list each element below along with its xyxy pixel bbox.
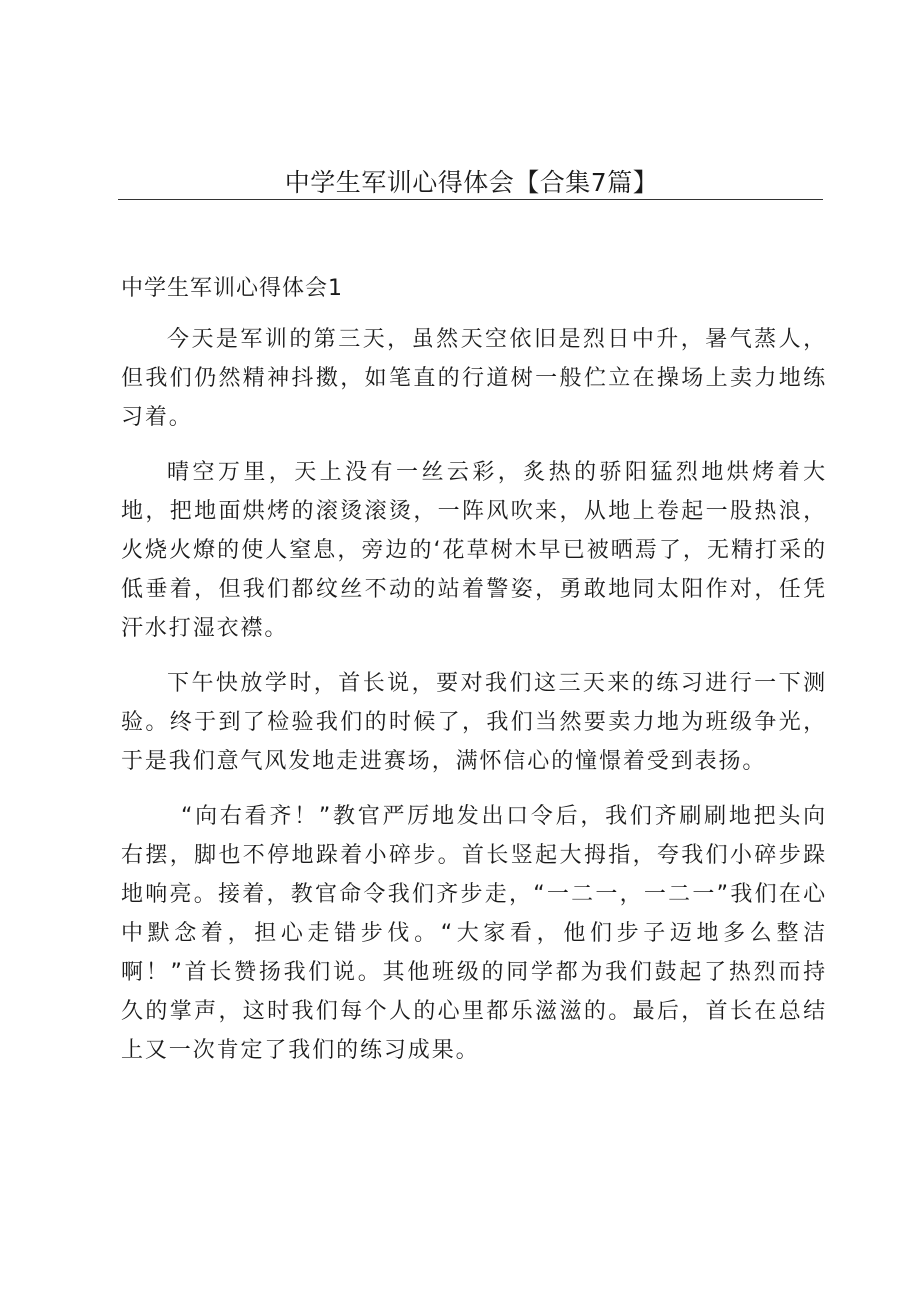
title-underline xyxy=(118,199,823,200)
paragraph: 今天是军训的第三天，虽然天空依旧是烈日中升，暑气蒸人，但我们仍然精神抖擞，如笔直的行道树一般伫立在操场上卖力地练习着。 xyxy=(121,327,827,430)
paragraph: “向右看齐！”教官严厉地发出口令后，我们齐刷刷地把头向右摆，脚也不停地跺着小碎步。首长竖起大拇指，夸我们小碎步跺地响亮。接着，教官命令我们齐步走，“一二一，一二一”我们在心中默念着，担心走错步伐。“大家看，他们步子迈地多么整洁啊！”首长赞扬我们说。其他班级的同学都为我们鼓起了热烈而持久的掌声，这时我们每个人的心里都乐滋滋的。最后，首长在总结上又一次肯定了我们的练习成果。 xyxy=(121,804,827,1063)
body-text xyxy=(121,320,827,1086)
section-heading: 中学生军训心得体会1 xyxy=(121,276,343,301)
paragraph: 下午快放学时，首长说，要对我们这三天来的练习进行一下测验。终于到了检验我们的时候了，我们当然要卖力地为班级争光，于是我们意气风发地走进赛场，满怀信心的憧憬着受到表扬。 xyxy=(121,671,827,774)
paragraph: 晴空万里，天上没有一丝云彩，炙热的骄阳猛烈地烘烤着大地，把地面烘烤的滚烫滚烫，一阵风吹来，从地上卷起一股热浪，火烧火燎的使人窒息，旁边的‘花草树木早已被晒焉了，无精打采的低垂着，但我们都纹丝不动的站着警姿，勇敢地同太阳作对，任凭汗水打湿衣襟。 xyxy=(121,460,827,641)
document-title: 中学生军训心得体会【合集7篇】 xyxy=(284,168,659,197)
